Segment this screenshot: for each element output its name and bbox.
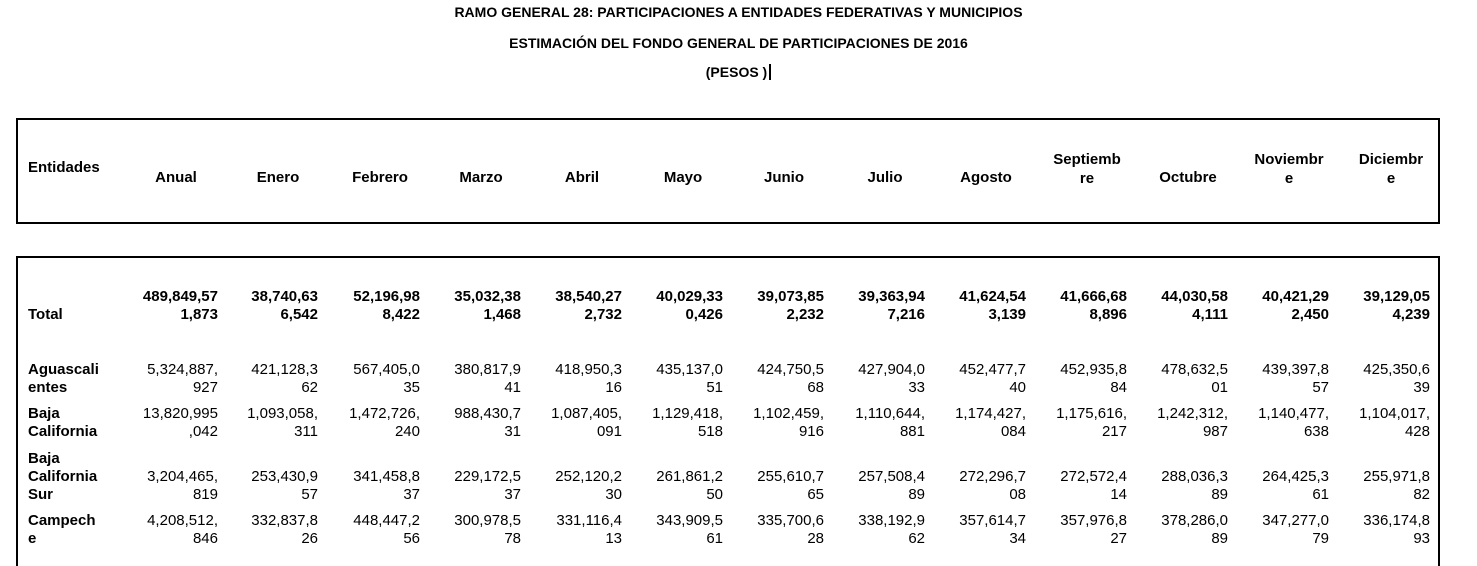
table-cell: 38,540,27 2,732 — [555, 288, 622, 323]
table-cell: 1,140,477, 638 — [1258, 405, 1329, 440]
table-cell: 255,610,7 65 — [757, 468, 824, 503]
header-month: Septiemb re — [1053, 151, 1121, 187]
table-cell: 452,935,8 84 — [1060, 361, 1127, 396]
table-cell: 380,817,9 41 — [454, 361, 521, 396]
header-month: Marzo — [459, 169, 503, 186]
table-cell: 378,286,0 89 — [1161, 512, 1228, 547]
table-cell: 478,632,5 01 — [1161, 361, 1228, 396]
table-cell: 1,175,616, 217 — [1056, 405, 1127, 440]
table-cell: 427,904,0 33 — [858, 361, 925, 396]
header-month: Enero — [256, 169, 300, 186]
table-cell: 341,458,8 37 — [353, 468, 420, 503]
table-cell: 1,110,644, 881 — [855, 405, 925, 440]
table-cell: 41,624,54 3,139 — [959, 288, 1026, 323]
table-cell: 336,174,8 93 — [1363, 512, 1430, 547]
table-cell: 1,174,427, 084 — [955, 405, 1026, 440]
table-cell: 1,087,405, 091 — [551, 405, 622, 440]
table-cell: 39,129,05 4,239 — [1363, 288, 1430, 323]
table-cell: 343,909,5 61 — [656, 512, 723, 547]
table-cell: 272,572,4 14 — [1060, 468, 1127, 503]
table-cell: 39,073,85 2,232 — [757, 288, 824, 323]
table-cell: 257,508,4 89 — [858, 468, 925, 503]
row-entity-label: Baja California Sur — [28, 450, 98, 503]
table-cell: 1,242,312, 987 — [1157, 405, 1228, 440]
table-cell: 40,029,33 0,426 — [656, 288, 723, 323]
header-month: Octubre — [1159, 169, 1217, 186]
text-cursor — [769, 64, 771, 80]
table-cell: 347,277,0 79 — [1262, 512, 1329, 547]
header-month: Junio — [764, 169, 804, 186]
table-cell: 5,324,887, 927 — [147, 361, 218, 396]
table-cell: 252,120,2 30 — [555, 468, 622, 503]
table-cell: 448,447,2 56 — [353, 512, 420, 547]
report-units[interactable] — [0, 64, 1477, 80]
table-cell: 435,137,0 51 — [656, 361, 723, 396]
table-cell: 13,820,995 ,042 — [142, 405, 218, 440]
table-cell: 425,350,6 39 — [1363, 361, 1430, 396]
table-cell: 424,750,5 68 — [757, 361, 824, 396]
header-month: Noviembr e — [1254, 151, 1324, 187]
table-cell: 261,861,2 50 — [656, 468, 723, 503]
table-cell: 421,128,3 62 — [251, 361, 318, 396]
table-cell: 229,172,5 37 — [454, 468, 521, 503]
row-entity-label: Aguascali entes — [28, 361, 99, 396]
row-entity-label: Total — [28, 306, 63, 323]
table-cell: 41,666,68 8,896 — [1060, 288, 1127, 323]
table-cell: 988,430,7 31 — [454, 405, 521, 440]
table-cell: 52,196,98 8,422 — [353, 288, 420, 323]
report-subtitle: ESTIMACIÓN DEL FONDO GENERAL DE PARTICIPACIONES DE 2016 — [509, 35, 968, 51]
header-month: Julio — [867, 169, 903, 186]
table-cell: 272,296,7 08 — [959, 468, 1026, 503]
table-cell: 332,837,8 26 — [251, 512, 318, 547]
table-cell: 35,032,38 1,468 — [454, 288, 521, 323]
header-entidades: Entidades — [28, 159, 100, 176]
units-label: (PESOS ) — [705, 64, 768, 80]
header-month: Anual — [155, 169, 197, 186]
table-cell: 4,208,512, 846 — [147, 512, 218, 547]
table-cell: 1,093,058, 311 — [247, 405, 318, 440]
table-cell: 3,204,465, 819 — [147, 468, 218, 503]
report-title: RAMO GENERAL 28: PARTICIPACIONES A ENTIDADES FEDERATIVAS Y MUNICIPIOS — [454, 4, 1023, 20]
header-month: Febrero — [352, 169, 408, 186]
table-cell: 1,129,418, 518 — [652, 405, 723, 440]
table-cell: 338,192,9 62 — [858, 512, 925, 547]
table-cell: 38,740,63 6,542 — [251, 288, 318, 323]
table-cell: 255,971,8 82 — [1363, 468, 1430, 503]
table-cell: 489,849,57 1,873 — [142, 288, 218, 323]
table-cell: 567,405,0 35 — [353, 361, 420, 396]
table-cell: 39,363,94 7,216 — [858, 288, 925, 323]
row-entity-label: Campech e — [28, 512, 96, 547]
table-cell: 1,472,726, 240 — [349, 405, 420, 440]
table-cell: 40,421,29 2,450 — [1262, 288, 1329, 323]
table-cell: 1,104,017, 428 — [1359, 405, 1430, 440]
header-month: Abril — [564, 169, 600, 186]
table-cell: 253,430,9 57 — [251, 468, 318, 503]
table-cell: 357,614,7 34 — [959, 512, 1026, 547]
table-cell: 1,102,459, 916 — [753, 405, 824, 440]
table-cell: 300,978,5 78 — [454, 512, 521, 547]
table-cell: 452,477,7 40 — [959, 361, 1026, 396]
table-cell: 44,030,58 4,111 — [1161, 288, 1228, 323]
table-cell: 288,036,3 89 — [1161, 468, 1228, 503]
table-cell: 335,700,6 28 — [757, 512, 824, 547]
header-month: Mayo — [663, 169, 703, 186]
table-cell: 331,116,4 13 — [556, 512, 622, 547]
table-cell: 357,976,8 27 — [1060, 512, 1127, 547]
header-month: Agosto — [960, 169, 1012, 186]
table-cell: 418,950,3 16 — [555, 361, 622, 396]
header-month: Diciembr e — [1358, 151, 1424, 187]
table-cell: 439,397,8 57 — [1262, 361, 1329, 396]
table-cell: 264,425,3 61 — [1262, 468, 1329, 503]
row-entity-label: Baja California — [28, 405, 98, 440]
